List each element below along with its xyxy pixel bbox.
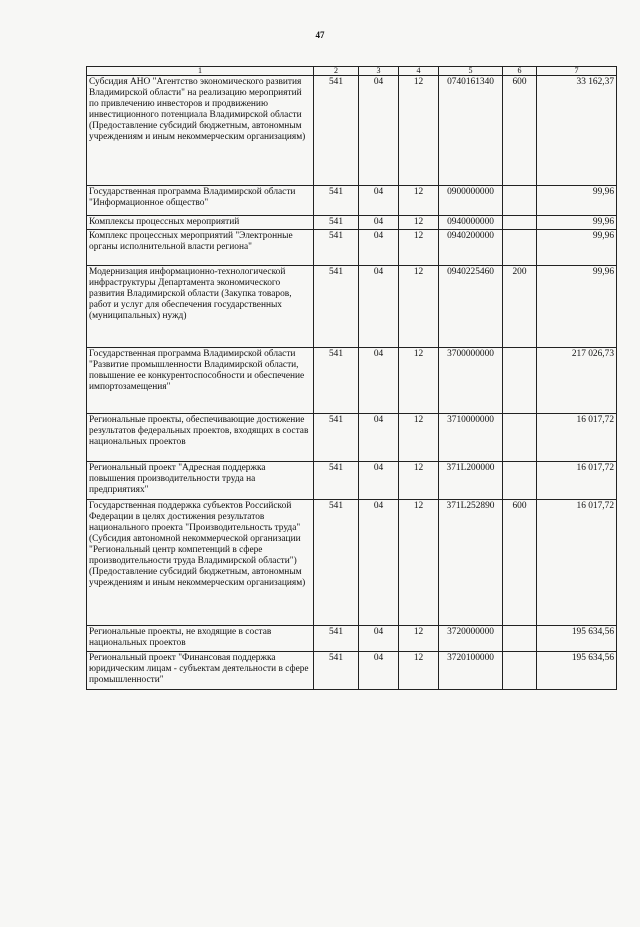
row-amount: 99,96	[537, 186, 617, 216]
row-subsection-code: 12	[399, 186, 439, 216]
row-name: Комплексы процессных мероприятий	[87, 216, 314, 230]
page-number: 47	[315, 30, 325, 40]
row-target-code: 0900000000	[439, 186, 503, 216]
budget-table	[86, 66, 617, 690]
header-cell-4: 4	[399, 67, 439, 76]
row-target-code: 0940000000	[439, 216, 503, 230]
row-name: Региональные проекты, не входящие в состав национальных проектов	[87, 626, 314, 652]
header-cell-7: 7	[537, 67, 617, 76]
row-amount: 33 162,37	[537, 76, 617, 186]
row-ministry-code: 541	[314, 216, 359, 230]
row-subsection-code: 12	[399, 216, 439, 230]
row-target-code: 371L200000	[439, 462, 503, 500]
table-row	[87, 348, 617, 414]
row-expense-type	[503, 230, 537, 266]
row-expense-type	[503, 652, 537, 690]
row-section-code: 04	[359, 76, 399, 186]
row-section-code: 04	[359, 414, 399, 462]
row-ministry-code: 541	[314, 462, 359, 500]
row-target-code: 3720000000	[439, 626, 503, 652]
header-cell-3: 3	[359, 67, 399, 76]
row-expense-type: 200	[503, 266, 537, 348]
table-header	[87, 67, 617, 76]
row-target-code: 3720100000	[439, 652, 503, 690]
table-row	[87, 216, 617, 230]
row-section-code: 04	[359, 462, 399, 500]
row-section-code: 04	[359, 500, 399, 626]
table-row	[87, 76, 617, 186]
row-target-code: 0940225460	[439, 266, 503, 348]
row-amount: 99,96	[537, 266, 617, 348]
row-subsection-code: 12	[399, 462, 439, 500]
row-expense-type	[503, 216, 537, 230]
row-ministry-code: 541	[314, 186, 359, 216]
row-amount: 99,96	[537, 230, 617, 266]
row-amount: 16 017,72	[537, 462, 617, 500]
row-subsection-code: 12	[399, 626, 439, 652]
row-expense-type	[503, 626, 537, 652]
row-section-code: 04	[359, 186, 399, 216]
row-name: Региональный проект "Финансовая поддержка юридическим лицам - субъектам деятельности в сфере промышленности"	[87, 652, 314, 690]
header-row	[87, 67, 617, 76]
row-section-code: 04	[359, 652, 399, 690]
header-cell-2: 2	[314, 67, 359, 76]
row-subsection-code: 12	[399, 414, 439, 462]
row-name: Модернизация информационно-технологической инфраструктуры Департамента экономического развития Владимирской области (Закупка товаров, работ и услуг для обеспечения государственных (муниципальных) нужд)	[87, 266, 314, 348]
row-amount: 217 026,73	[537, 348, 617, 414]
row-subsection-code: 12	[399, 76, 439, 186]
row-name: Государственная поддержка субъектов Российской Федерации в целях достижения результатов национального проекта "Производительность труда" (Субсидия автономной некоммерческой организации "Региональный центр компетенций в сфере производительности труда Владимирской области") (Предоставление субсидий бюджетным, автономным учреждениям и иным некоммерческим организациям)	[87, 500, 314, 626]
table-row	[87, 230, 617, 266]
row-amount: 99,96	[537, 216, 617, 230]
row-section-code: 04	[359, 230, 399, 266]
row-section-code: 04	[359, 216, 399, 230]
row-name: Государственная программа Владимирской области "Информационное общество"	[87, 186, 314, 216]
row-target-code: 3700000000	[439, 348, 503, 414]
table-row	[87, 186, 617, 216]
table-row	[87, 414, 617, 462]
row-ministry-code: 541	[314, 414, 359, 462]
row-target-code: 3710000000	[439, 414, 503, 462]
header-cell-6: 6	[503, 67, 537, 76]
row-amount: 16 017,72	[537, 414, 617, 462]
row-name: Комплекс процессных мероприятий "Электронные органы исполнительной власти региона"	[87, 230, 314, 266]
row-ministry-code: 541	[314, 76, 359, 186]
table-row	[87, 266, 617, 348]
row-ministry-code: 541	[314, 626, 359, 652]
table-row	[87, 626, 617, 652]
row-ministry-code: 541	[314, 348, 359, 414]
row-expense-type: 600	[503, 76, 537, 186]
row-subsection-code: 12	[399, 348, 439, 414]
row-section-code: 04	[359, 266, 399, 348]
row-expense-type	[503, 186, 537, 216]
row-section-code: 04	[359, 348, 399, 414]
row-name: Государственная программа Владимирской области "Развитие промышленности Владимирской области, повышение ее конкурентоспособности и обеспечение импортозамещения"	[87, 348, 314, 414]
row-ministry-code: 541	[314, 500, 359, 626]
row-section-code: 04	[359, 626, 399, 652]
row-name: Региональные проекты, обеспечивающие достижение результатов федеральных проектов, входящих в состав национальных проектов	[87, 414, 314, 462]
row-name: Региональный проект "Адресная поддержка повышения производительности труда на предприятиях"	[87, 462, 314, 500]
row-ministry-code: 541	[314, 652, 359, 690]
row-amount: 16 017,72	[537, 500, 617, 626]
row-expense-type	[503, 462, 537, 500]
row-amount: 195 634,56	[537, 652, 617, 690]
row-expense-type	[503, 414, 537, 462]
row-target-code: 371L252890	[439, 500, 503, 626]
row-subsection-code: 12	[399, 230, 439, 266]
row-subsection-code: 12	[399, 652, 439, 690]
row-target-code: 0740161340	[439, 76, 503, 186]
row-ministry-code: 541	[314, 230, 359, 266]
row-expense-type: 600	[503, 500, 537, 626]
row-amount: 195 634,56	[537, 626, 617, 652]
row-name: Субсидия АНО "Агентство экономического развития Владимирской области" на реализацию мероприятий по привлечению инвесторов и продвижению инвестиционного потенциала Владимирской области (Предоставление субсидий бюджетным, автономным учреждениям и иным некоммерческим организациям)	[87, 76, 314, 186]
row-subsection-code: 12	[399, 266, 439, 348]
table-row	[87, 500, 617, 626]
header-cell-5: 5	[439, 67, 503, 76]
table-row	[87, 652, 617, 690]
table-row	[87, 462, 617, 500]
row-expense-type	[503, 348, 537, 414]
row-subsection-code: 12	[399, 500, 439, 626]
row-target-code: 0940200000	[439, 230, 503, 266]
table-body	[87, 76, 617, 690]
row-ministry-code: 541	[314, 266, 359, 348]
header-cell-1: 1	[87, 67, 314, 76]
